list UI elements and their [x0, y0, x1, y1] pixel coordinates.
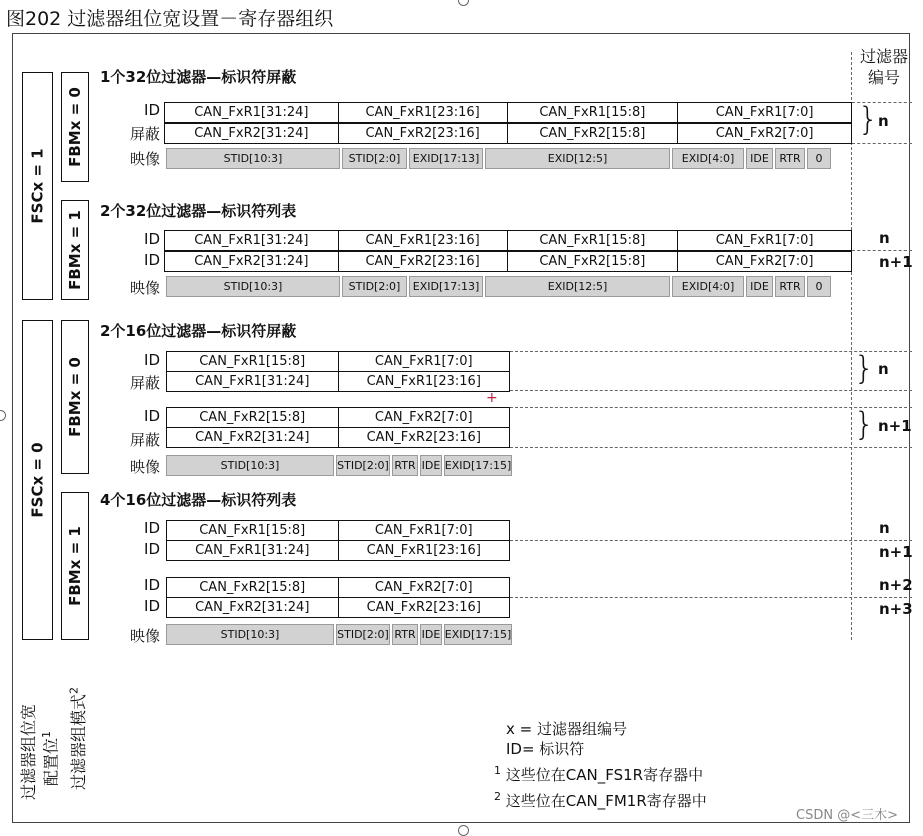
figure-title: 图202 过滤器组位宽设置－寄存器组织 — [6, 8, 334, 30]
bit-field: IDE — [746, 276, 773, 297]
bit-field: IDE — [420, 624, 442, 645]
section-3-map-label: 映像 — [129, 458, 160, 476]
bit-field: STID[2:0] — [342, 148, 407, 169]
section-1-register-row-1 — [164, 102, 852, 123]
filter-number: n — [878, 112, 889, 130]
register-cell: CAN_FxR2[7:0] — [338, 578, 510, 597]
fscx-1-label: FSCx = 1 — [28, 148, 47, 224]
register-cell: CAN_FxR2[31:24] — [195, 430, 310, 445]
fbmx-label-1: FBMx = 0 — [66, 87, 85, 167]
footnote-1-sup: 1 — [494, 764, 501, 777]
section-3-row-1-label: ID — [144, 351, 160, 369]
bit-field: EXID[17:15] — [444, 455, 512, 476]
resize-handle-left[interactable] — [0, 410, 6, 421]
section-2-map-label: 映像 — [129, 279, 160, 297]
register-cell: CAN_FxR1[7:0] — [338, 521, 510, 540]
fbmx-box-4 — [61, 492, 89, 640]
section-3-bit-map — [166, 455, 514, 476]
filter-number: n — [878, 360, 889, 378]
footnote-2-sup: 2 — [494, 790, 501, 803]
section-4-register-row-3 — [166, 577, 510, 598]
register-cell: CAN_FxR2[15:8] — [199, 410, 306, 425]
section-2-register-row-2 — [164, 251, 852, 272]
bit-field: STID[2:0] — [336, 455, 390, 476]
section-1-map-label: 映像 — [129, 150, 160, 168]
bit-field: STID[10:3] — [166, 148, 340, 169]
footnote-2 — [494, 790, 707, 811]
legend-id: ID= 标识符 — [506, 740, 585, 758]
mode-config-label — [66, 687, 89, 790]
section-2-row-1-label: ID — [144, 230, 160, 248]
section-1-bit-map — [166, 148, 833, 169]
footnote-1-text: 这些位在CAN_FS1R寄存器中 — [505, 766, 704, 784]
register-cell: CAN_FxR2[23:16] — [338, 124, 507, 143]
width-config-label — [20, 704, 60, 800]
section-3-register-row-1 — [166, 351, 510, 372]
filter-number: n+2 — [879, 576, 913, 594]
divider-line — [510, 390, 912, 391]
register-cell: CAN_FxR2[23:16] — [338, 598, 510, 617]
header-line-1: 过滤器 — [859, 47, 908, 66]
section-2-register-row-1 — [164, 230, 852, 251]
register-cell: CAN_FxR1[15:8] — [199, 354, 306, 369]
bit-field: EXID[17:13] — [409, 276, 483, 297]
bit-field: STID[2:0] — [336, 624, 390, 645]
divider-line — [852, 250, 912, 251]
footnote-1 — [494, 764, 703, 785]
filter-number: n+1 — [879, 543, 913, 561]
bit-field: EXID[4:0] — [672, 276, 744, 297]
bit-field: STID[10:3] — [166, 455, 334, 476]
section-1-register-row-2 — [164, 123, 852, 144]
header-line-2: 编号 — [867, 68, 900, 87]
register-cell: CAN_FxR2[23:16] — [338, 428, 510, 447]
register-cell: CAN_FxR1[23:16] — [338, 231, 507, 250]
register-cell: CAN_FxR2[7:0] — [677, 124, 851, 143]
filter-number-header — [853, 46, 915, 88]
bit-field: EXID[12:5] — [485, 276, 670, 297]
divider-line — [510, 447, 912, 448]
bit-field: EXID[17:15] — [444, 624, 512, 645]
section-2-title: 2个32位过滤器—标识符列表 — [100, 202, 297, 220]
section-3-row-3-label: ID — [144, 407, 160, 425]
footnote-2-text: 这些位在CAN_FM1R寄存器中 — [505, 792, 707, 810]
section-4-row-4-label: ID — [144, 597, 160, 615]
register-cell: CAN_FxR1[23:16] — [338, 541, 510, 560]
section-4-row-2-label: ID — [144, 540, 160, 558]
register-cell: CAN_FxR2[31:24] — [194, 126, 309, 141]
bit-field: STID[10:3] — [166, 276, 340, 297]
bit-field: EXID[12:5] — [485, 148, 670, 169]
register-cell: CAN_FxR1[7:0] — [677, 103, 851, 122]
register-cell: CAN_FxR2[7:0] — [677, 252, 851, 271]
fbmx-box-1 — [61, 72, 89, 182]
legend-x: x = 过滤器组编号 — [506, 720, 627, 738]
section-4-map-label: 映像 — [129, 627, 160, 645]
bit-field: RTR — [775, 148, 805, 169]
register-cell: CAN_FxR2[23:16] — [338, 252, 507, 271]
section-4-register-row-2 — [166, 540, 510, 561]
width-config-sup: 1 — [40, 730, 53, 738]
divider-line — [510, 540, 912, 541]
filter-number: n+1 — [879, 253, 913, 271]
brace-icon: } — [854, 405, 875, 443]
section-3-register-row-2 — [166, 371, 510, 392]
divider-line — [510, 351, 912, 352]
section-2-row-2-label: ID — [144, 251, 160, 269]
section-4-row-3-label: ID — [144, 576, 160, 594]
width-config-line-1: 过滤器组位宽 — [19, 703, 38, 800]
section-4-title: 4个16位过滤器—标识符列表 — [100, 491, 297, 509]
bit-field: EXID[17:13] — [409, 148, 483, 169]
section-3-register-row-4 — [166, 427, 510, 448]
register-cell: CAN_FxR2[15:8] — [199, 580, 306, 595]
bit-field: 0 — [807, 148, 831, 169]
watermark: CSDN @<三木> — [796, 808, 898, 823]
register-cell: CAN_FxR2[7:0] — [338, 408, 510, 427]
section-3-row-4-label: 屏蔽 — [129, 431, 160, 449]
section-4-register-row-1 — [166, 520, 510, 541]
bit-field: RTR — [392, 455, 418, 476]
resize-handle-top[interactable] — [458, 0, 469, 6]
filter-number: n — [879, 229, 890, 247]
section-1-row-1-label: ID — [144, 101, 160, 119]
bit-field: 0 — [807, 276, 831, 297]
mode-config-text: 过滤器组模式 — [69, 693, 88, 790]
section-4-row-1-label: ID — [144, 519, 160, 537]
divider-line — [510, 597, 912, 598]
section-4-register-row-4 — [166, 597, 510, 618]
cursor-crosshair-icon: + — [486, 390, 498, 406]
width-config-line-2: 配置位 — [41, 737, 61, 786]
register-cell: CAN_FxR2[31:24] — [194, 254, 309, 269]
fscx-0-box — [22, 320, 53, 640]
brace-icon: } — [854, 349, 875, 387]
fbmx-box-3 — [61, 320, 89, 474]
register-cell: CAN_FxR1[15:8] — [507, 103, 678, 122]
fscx-1-box — [22, 72, 53, 300]
section-3-row-2-label: 屏蔽 — [129, 374, 160, 392]
section-4-bit-map — [166, 624, 514, 645]
register-cell: CAN_FxR1[23:16] — [338, 372, 510, 391]
section-2-bit-map — [166, 276, 833, 297]
brace-icon: } — [858, 100, 879, 138]
fbmx-label-3: FBMx = 0 — [66, 357, 85, 437]
register-cell: CAN_FxR1[31:24] — [195, 543, 310, 558]
section-1-row-2-label: 屏蔽 — [129, 125, 160, 143]
section-1-title: 1个32位过滤器—标识符屏蔽 — [100, 68, 297, 86]
section-3-title: 2个16位过滤器—标识符屏蔽 — [100, 322, 297, 340]
register-cell: CAN_FxR2[31:24] — [195, 600, 310, 615]
divider-line — [852, 143, 912, 144]
bit-field: IDE — [746, 148, 773, 169]
filter-number: n+3 — [879, 600, 913, 618]
register-cell: CAN_FxR1[7:0] — [677, 231, 851, 250]
register-cell: CAN_FxR1[31:24] — [194, 233, 309, 248]
bit-field: EXID[4:0] — [672, 148, 744, 169]
mode-config-sup: 2 — [67, 686, 81, 694]
fbmx-label-4: FBMx = 1 — [66, 526, 85, 606]
bit-field: RTR — [392, 624, 418, 645]
fscx-0-label: FSCx = 0 — [28, 442, 47, 518]
bit-field: STID[2:0] — [342, 276, 407, 297]
register-cell: CAN_FxR1[31:24] — [195, 374, 310, 389]
filter-number: n — [879, 519, 890, 537]
register-cell: CAN_FxR1[7:0] — [338, 352, 510, 371]
register-cell: CAN_FxR1[23:16] — [338, 103, 507, 122]
fbmx-label-2: FBMx = 1 — [66, 210, 85, 290]
divider-line — [510, 407, 912, 408]
section-3-register-row-3 — [166, 407, 510, 428]
filter-number: n+1 — [878, 417, 912, 435]
bit-field: STID[10:3] — [166, 624, 334, 645]
bit-field: RTR — [775, 276, 805, 297]
register-cell: CAN_FxR1[31:24] — [194, 105, 309, 120]
fbmx-box-2 — [61, 200, 89, 300]
register-cell: CAN_FxR1[15:8] — [507, 231, 678, 250]
register-cell: CAN_FxR2[15:8] — [507, 252, 678, 271]
bit-field: IDE — [420, 455, 442, 476]
register-cell: CAN_FxR1[15:8] — [199, 523, 306, 538]
register-cell: CAN_FxR2[15:8] — [507, 124, 678, 143]
